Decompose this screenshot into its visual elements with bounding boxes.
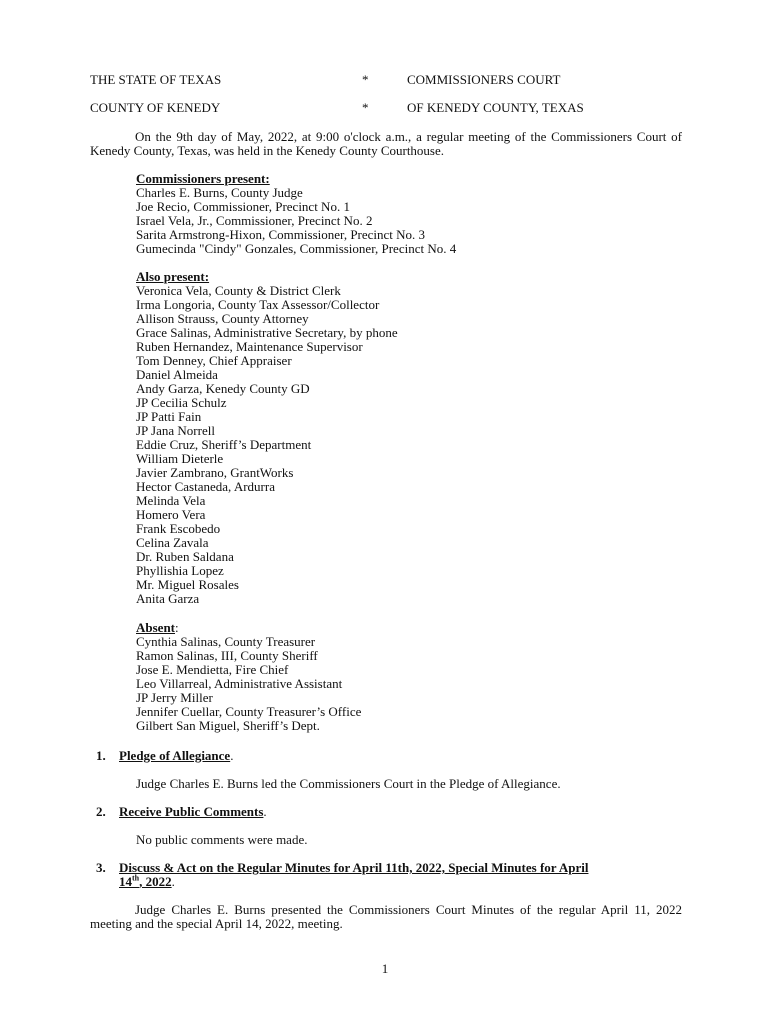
agenda-item-title: Discuss & Act on the Regular Minutes for April 11th, 2022, Special Minutes for April bbox=[119, 860, 589, 875]
agenda-item-text: Judge Charles E. Burns led the Commissioners Court in the Pledge of Allegiance. bbox=[136, 776, 561, 791]
also-present-list bbox=[136, 284, 398, 606]
list-item: Jennifer Cuellar, County Treasurer’s Office bbox=[136, 704, 362, 719]
list-item: Irma Longoria, County Tax Assessor/Collector bbox=[136, 297, 380, 312]
agenda-item-title: Receive Public Comments bbox=[119, 804, 264, 819]
list-item: William Dieterle bbox=[136, 451, 224, 466]
list-item: Charles E. Burns, County Judge bbox=[136, 185, 303, 200]
list-item: Sarita Armstrong-Hixon, Commissioner, Precinct No. 3 bbox=[136, 227, 426, 242]
agenda-item-period: . bbox=[230, 748, 234, 763]
agenda-number: 3. bbox=[96, 860, 106, 875]
list-item: Anita Garza bbox=[136, 591, 200, 606]
list-item: Joe Recio, Commissioner, Precinct No. 1 bbox=[136, 199, 350, 214]
absent-heading: Absent bbox=[136, 620, 176, 635]
agenda-item-title: Pledge of Allegiance bbox=[119, 748, 231, 763]
list-item: Frank Escobedo bbox=[136, 521, 221, 536]
agenda-number: 2. bbox=[96, 804, 106, 819]
agenda-item-period: . bbox=[171, 874, 175, 889]
header-county: COUNTY OF KENEDY bbox=[90, 100, 221, 115]
list-item: Homero Vera bbox=[136, 507, 206, 522]
list-item: Leo Villarreal, Administrative Assistant bbox=[136, 676, 343, 691]
also-present-heading: Also present: bbox=[136, 269, 210, 284]
agenda-number: 1. bbox=[96, 748, 106, 763]
list-item: Allison Strauss, County Attorney bbox=[136, 311, 309, 326]
header-state: THE STATE OF TEXAS bbox=[90, 72, 222, 87]
intro-text: On the 9th day of May, 2022, at 9:00 o'clock a.m., a regular meeting of the Commissioners Court of Kenedy County, Texas, was held in the Kenedy County Courthouse. bbox=[90, 129, 682, 158]
page-number: 1 bbox=[381, 961, 389, 976]
list-item: JP Jana Norrell bbox=[136, 423, 215, 438]
list-item: JP Jerry Miller bbox=[136, 690, 213, 705]
agenda-item-title-row bbox=[119, 805, 267, 819]
agenda-item-title-day: 14 bbox=[119, 874, 132, 889]
list-item: Phyllishia Lopez bbox=[136, 563, 224, 578]
absent-section bbox=[136, 621, 361, 733]
also-present-section bbox=[136, 270, 398, 606]
agenda-item-period: . bbox=[263, 804, 267, 819]
list-item: Ramon Salinas, III, County Sheriff bbox=[136, 648, 318, 663]
commissioners-heading: Commissioners present: bbox=[136, 171, 270, 186]
list-item: Gilbert San Miguel, Sheriff’s Dept. bbox=[136, 718, 320, 733]
list-item: Javier Zambrano, GrantWorks bbox=[136, 465, 294, 480]
commissioners-section bbox=[136, 172, 456, 256]
list-item: JP Cecilia Schulz bbox=[136, 395, 227, 410]
header-court: COMMISSIONERS COURT bbox=[407, 72, 561, 87]
header-county-state: OF KENEDY COUNTY, TEXAS bbox=[407, 100, 584, 115]
list-item: Eddie Cruz, Sheriff’s Department bbox=[136, 437, 312, 452]
agenda-item-title-year: , 2022 bbox=[139, 874, 172, 889]
list-item: Israel Vela, Jr., Commissioner, Precinct No. 2 bbox=[136, 213, 373, 228]
intro-paragraph bbox=[90, 130, 682, 158]
list-item: Tom Denney, Chief Appraiser bbox=[136, 353, 292, 368]
list-item: Cynthia Salinas, County Treasurer bbox=[136, 634, 316, 649]
commissioners-list bbox=[136, 186, 456, 256]
agenda-item-text: Judge Charles E. Burns presented the Commissioners Court Minutes of the regular April 11, 2022 meeting and the special April 14, 2022, meeting. bbox=[90, 902, 682, 931]
list-item: Daniel Almeida bbox=[136, 367, 218, 382]
list-item: Mr. Miguel Rosales bbox=[136, 577, 239, 592]
list-item: Celina Zavala bbox=[136, 535, 209, 550]
list-item: JP Patti Fain bbox=[136, 409, 202, 424]
list-item: Jose E. Mendietta, Fire Chief bbox=[136, 662, 289, 677]
agenda-item-text: No public comments were made. bbox=[136, 832, 308, 847]
header-separator: * bbox=[362, 72, 369, 87]
absent-list bbox=[136, 635, 361, 733]
absent-colon: : bbox=[175, 620, 179, 635]
list-item: Grace Salinas, Administrative Secretary, by phone bbox=[136, 325, 398, 340]
header-separator: * bbox=[362, 100, 369, 115]
agenda-item-title-sup: th bbox=[132, 873, 140, 883]
list-item: Veronica Vela, County & District Clerk bbox=[136, 283, 341, 298]
list-item: Hector Castaneda, Ardurra bbox=[136, 479, 275, 494]
list-item: Andy Garza, Kenedy County GD bbox=[136, 381, 310, 396]
agenda-item-paragraph bbox=[90, 903, 682, 931]
list-item: Melinda Vela bbox=[136, 493, 206, 508]
list-item: Dr. Ruben Saldana bbox=[136, 549, 234, 564]
list-item: Gumecinda "Cindy" Gonzales, Commissioner, Precinct No. 4 bbox=[136, 241, 457, 256]
agenda-item-title-row bbox=[119, 749, 233, 763]
agenda-item-title-line2 bbox=[119, 875, 175, 889]
absent-heading-row bbox=[136, 621, 361, 635]
list-item: Ruben Hernandez, Maintenance Supervisor bbox=[136, 339, 363, 354]
